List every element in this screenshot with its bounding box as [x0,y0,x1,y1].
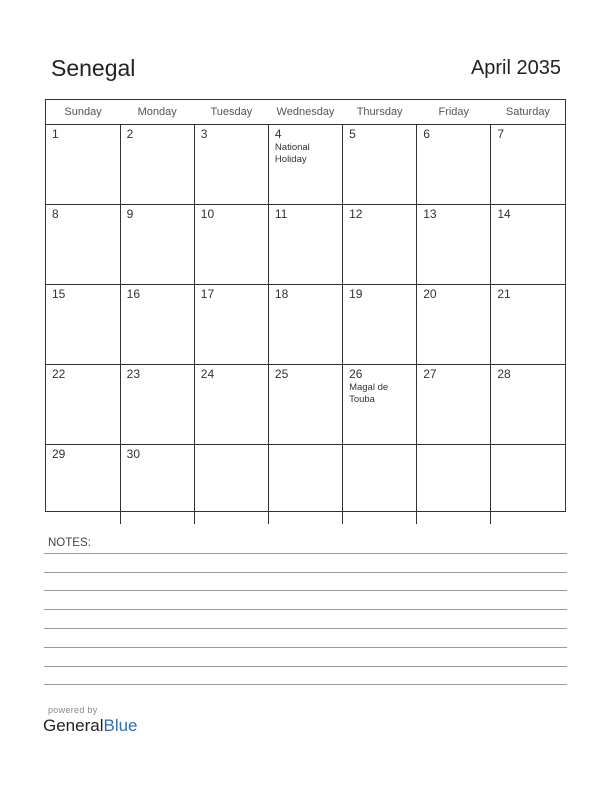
day-number: 9 [126,207,134,221]
day-number: 11 [274,207,288,221]
weekday-header: Wednesday [268,100,342,125]
day-number: 23 [126,367,140,381]
day-cell [491,205,565,285]
day-number: 8 [52,207,59,221]
week-row [46,205,565,285]
note-line [44,590,567,591]
day-cell [120,125,194,205]
generalblue-logo [43,716,138,736]
day-number: 15 [52,287,66,301]
logo-blue-text: Blue [103,716,138,735]
weekday-header-row [46,100,565,125]
week-row [46,445,565,525]
day-number: 14 [497,207,511,221]
day-number: 30 [126,447,140,461]
holiday-label: National Holiday [274,142,310,165]
day-number: 21 [497,287,511,301]
calendar-grid [45,99,566,512]
day-cell [120,365,194,445]
weekday-header: Saturday [491,100,565,125]
day-number: 16 [126,287,140,301]
day-cell [194,125,268,205]
week-row [46,125,565,205]
note-line [44,553,567,554]
day-cell [120,205,194,285]
weekday-header: Sunday [46,100,120,125]
note-line [44,572,567,573]
day-number: 17 [200,287,215,301]
week-row [46,285,565,365]
day-number: 7 [497,127,505,141]
note-line [44,628,567,629]
day-cell [120,445,194,525]
note-line [44,666,567,667]
day-cell [343,125,417,205]
day-number: 22 [52,367,66,381]
day-number: 12 [349,207,363,221]
logo-general-text: General [43,716,104,735]
day-cell [417,205,491,285]
day-cell [343,445,417,525]
day-number: 27 [423,367,437,381]
day-number: 26 [349,367,363,381]
day-number: 19 [349,287,363,301]
weekday-header: Tuesday [194,100,268,125]
day-number: 28 [497,367,511,381]
day-number: 10 [200,207,215,221]
day-cell [46,125,120,205]
day-number: 4 [274,127,282,141]
day-number: 29 [52,447,66,461]
day-cell [268,125,342,205]
day-cell [46,365,120,445]
day-number: 6 [423,127,430,141]
day-cell [268,365,342,445]
country-title: Senegal [51,55,136,81]
holiday-label: Magal de Touba [349,382,389,405]
day-cell [46,285,120,365]
day-cell [194,445,268,525]
day-number: 3 [200,127,208,141]
day-cell [343,285,417,365]
day-cell [491,445,565,525]
day-cell [417,285,491,365]
weekday-header: Monday [120,100,194,125]
day-cell [268,445,342,525]
day-number: 18 [274,287,289,301]
day-number: 20 [423,287,437,301]
day-number: 5 [349,127,356,141]
day-number: 1 [52,127,59,141]
day-cell [46,445,120,525]
week-row [46,365,565,445]
day-cell [417,125,491,205]
note-line [44,684,567,685]
day-cell [194,205,268,285]
day-cell [491,125,565,205]
day-cell [194,285,268,365]
day-number: 25 [274,367,289,381]
notes-label: NOTES: [48,537,91,549]
note-line [44,647,567,648]
note-line [44,609,567,610]
day-cell [194,365,268,445]
day-cell [268,285,342,365]
day-number: 2 [126,127,134,141]
day-cell [120,285,194,365]
weekday-header: Friday [417,100,491,125]
day-cell [343,365,417,445]
day-cell [491,285,565,365]
day-number: 13 [423,207,437,221]
day-cell [417,365,491,445]
month-year-title: April 2035 [470,57,561,79]
weekday-header: Thursday [343,100,417,125]
day-cell [343,205,417,285]
day-cell [491,365,565,445]
powered-by-text: powered by [48,705,98,715]
day-cell [417,445,491,525]
day-cell [46,205,120,285]
day-cell [268,205,342,285]
day-number: 24 [200,367,215,381]
